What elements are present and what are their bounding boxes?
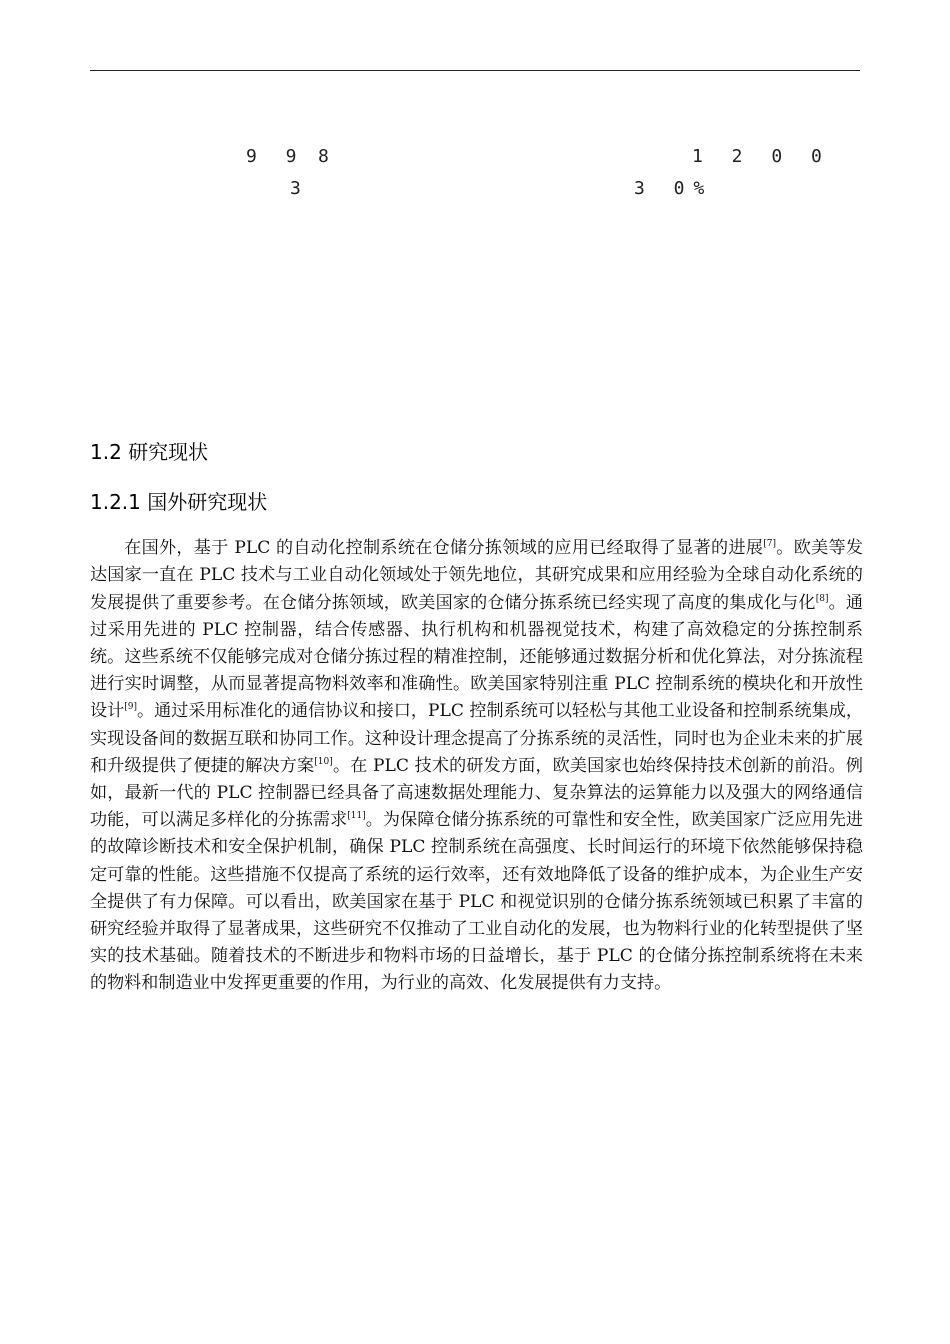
header-rule xyxy=(90,70,860,71)
section-heading-1-2: 1.2 研究现状 xyxy=(90,440,209,464)
fragment-3: 3 xyxy=(290,178,310,199)
body-paragraph xyxy=(90,535,863,997)
text-run: 。通过采用标准化的通信协议和接口，PLC 控制系统可以轻松与其他工业设备和控制系统集成，实现设备间的数据互联和协同工作。这种设计理念提高了分拣系统的灵活性，同时也为企业未来的扩展和升级提供了便捷的解决方案 xyxy=(90,701,863,776)
text-run: 。欧美等发达国家一直在 PLC 技术与工业自动化领域处于领先地位，其研究成果和应用经验为全球自动化系统的发展提供了重要参考。在仓储分拣领域，欧美国家的仓储分拣系统已经实现了高度的集成化与化 xyxy=(90,538,864,613)
text-run: 。通过采用先进的 PLC 控制器，结合传感器、执行机构和机器视觉技术，构建了高效稳定的分拣控制系统。这些系统不仅能够完成对仓储分拣过程的精准控制，还能够通过数据分析和优化算法，对分拣流程进行实时调整，从而显著提高物料效率和准确性。欧美国家特别注重 PLC 控制系统的模块化和开放性设计 xyxy=(90,592,864,722)
citation-7: [7] xyxy=(763,539,776,550)
fragment-30-percent: 3 0% xyxy=(634,178,714,199)
fragment-8: 8 xyxy=(318,146,338,167)
text-run: 在国外，基于 PLC 的自动化控制系统在仓储分拣领域的应用已经取得了显著的进展 xyxy=(124,538,764,559)
fragment-99: 9 9 xyxy=(246,146,306,167)
section-heading-1-2-1: 1.2.1 国外研究现状 xyxy=(90,490,268,514)
citation-10: [10] xyxy=(314,756,333,767)
fragment-1200: 1 2 0 0 xyxy=(692,146,831,167)
citation-11: [11] xyxy=(347,811,366,822)
citation-8: [8] xyxy=(815,593,829,604)
citation-9: [9] xyxy=(124,702,137,713)
text-run: 。在 PLC 技术的研发方面，欧美国家也始终保持技术创新的前沿。例如，最新一代的 PLC 控制器已经具备了高速数据处理能力、复杂算法的运算能力以及强大的网络通信功能，可以满足多样化的分拣需求 xyxy=(90,755,863,831)
text-run: 。为保障仓储分拣系统的可靠性和安全性，欧美国家广泛应用先进的故障诊断技术和安全保护机制，确保 PLC 控制系统在高强度、长时间运行的环境下依然能够保持稳定可靠的性能。这些措施不仅提高了系统的运行效率，还有效地降低了设备的维护成本，为企业生产安全提供了有力保障。可以看出，欧美国家在基于 PLC 和视觉识别的仓储分拣系统领域已积累了丰富的研究经验并取得了显著成果，这些研究不仅推动了工业自动化的发展，也为物料行业的化转型提供了坚实的技术基础。随着技术的不断进步和物料市场的日益增长，基于 PLC 的仓储分拣控制系统将在未来的物料和制造业中发挥更重要的作用，为行业的高效、化发展提供有力支持。 xyxy=(90,810,864,994)
